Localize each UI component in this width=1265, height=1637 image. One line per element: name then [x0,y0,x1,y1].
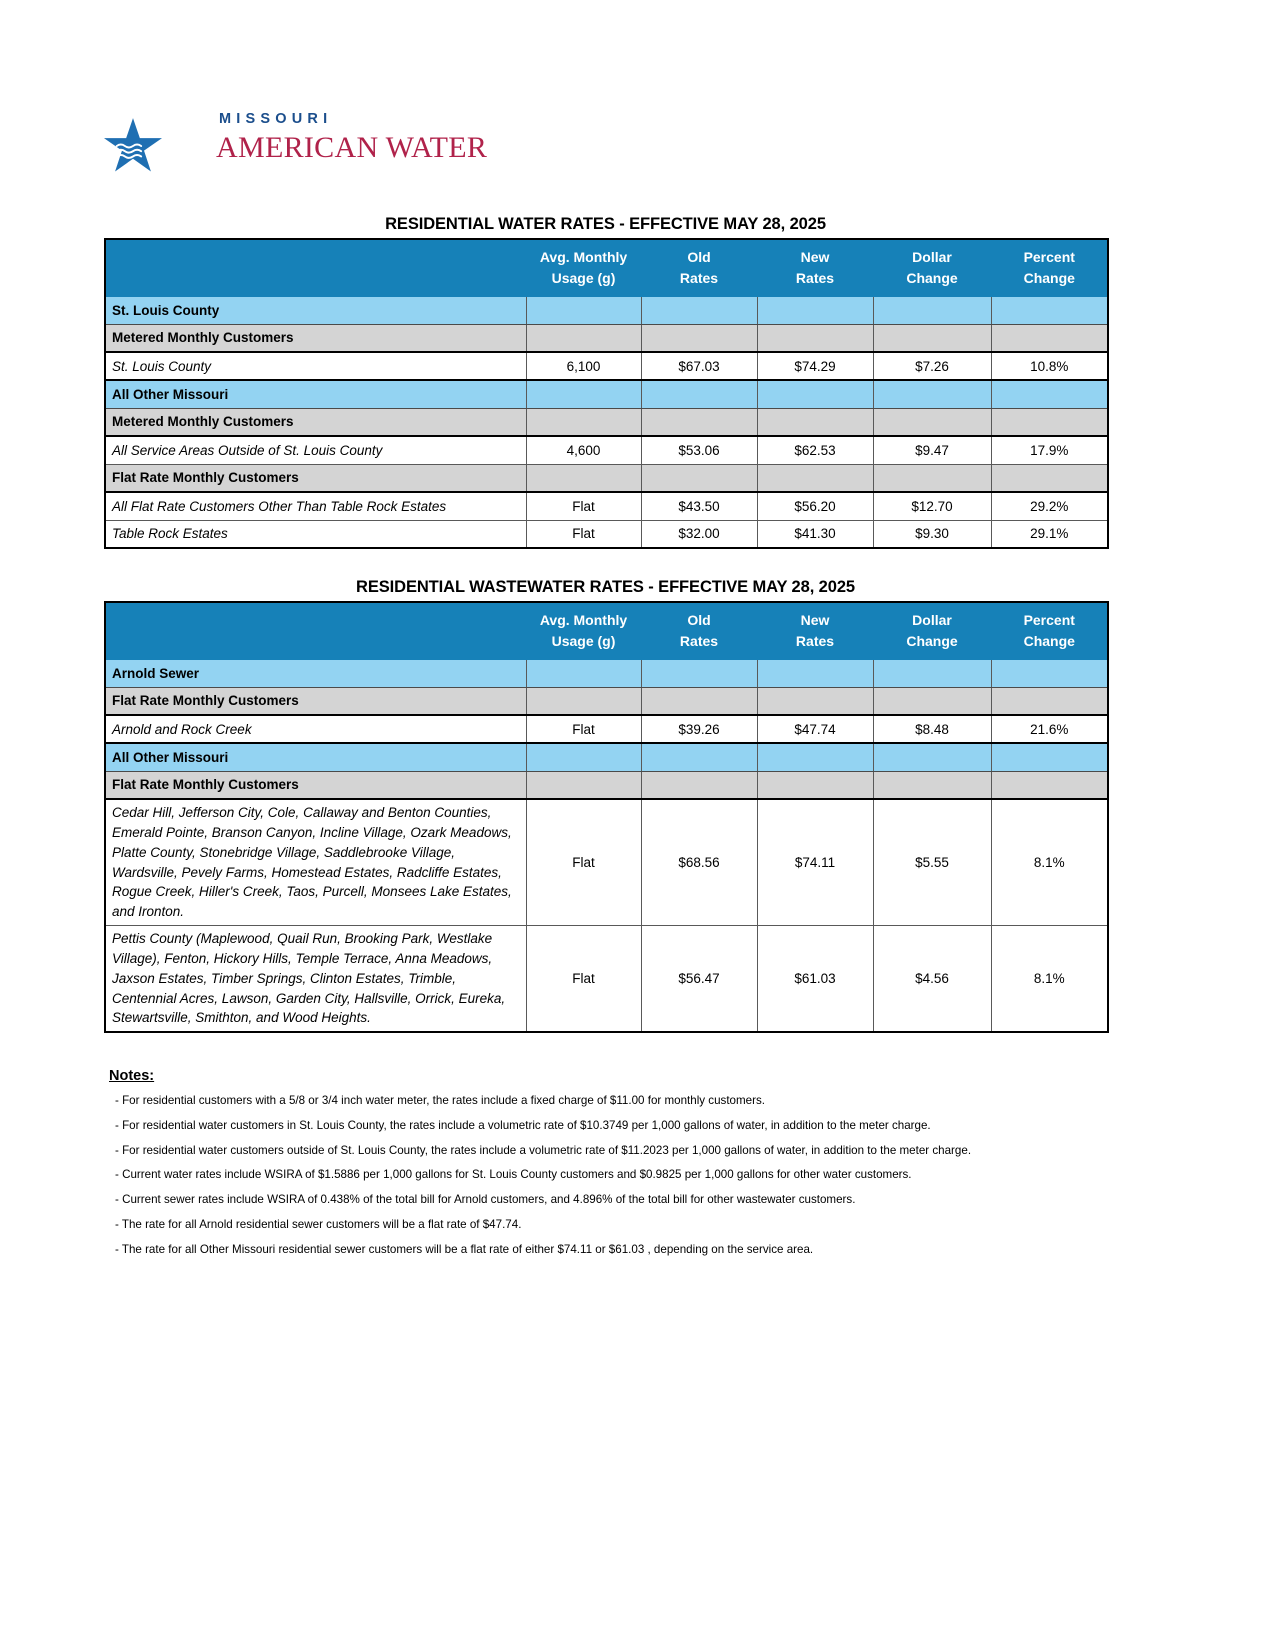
water-table-title: RESIDENTIAL WATER RATES - EFFECTIVE MAY 28, 2025 [385,215,826,233]
subsection-label: Metered Monthly Customers [105,324,526,352]
note-item: - The rate for all Other Missouri residential sewer customers will be a flat rate of either $74.11 or $61.03 , depending on the service area. [115,1242,814,1256]
header-new-rates [757,239,873,296]
header-percent-line2: Change [1023,269,1075,286]
section-empty-cell [641,296,757,324]
subsection-label: Flat Rate Monthly Customers [105,687,526,715]
section-empty-cell [873,380,991,408]
row-label: All Service Areas Outside of St. Louis County [105,436,526,464]
row-percent-cell: 8.1% [991,799,1108,926]
missouri-american-water-logo [104,111,488,174]
row-label: All Flat Rate Customers Other Than Table Rock Estates [105,492,526,520]
row-new-cell: $62.53 [757,436,873,464]
logo-brand-text [216,132,487,164]
header-dollar-line2: Change [906,632,958,649]
subsection-empty-cell [757,324,873,352]
notes-list [109,1093,1089,1257]
header-old-rates [641,602,757,659]
table-row [105,926,1108,1033]
section-empty-cell [526,296,641,324]
header-avg-monthly-usage [526,239,641,296]
table-section-row [105,743,1108,771]
row-label: Pettis County (Maplewood, Quail Run, Brooking Park, Westlake Village), Fenton, Hickory Hills, Temple Terrace, Anna Meadows, Jaxson Estates, Timber Springs, Clinton Estates, Trimble, Centennial Acres, Lawson, Garden City, Hallsville, Orrick, Eureka, Stewartsville, Smithton, and Wood Heights. [105,926,526,1033]
note-item: - For residential water customers outside of St. Louis County, the rates include a volumetric rate of $11.2023 per 1,000 gallons of water, in addition to the meter charge. [115,1143,972,1157]
header-percent-change [991,602,1108,659]
header-percent-line2: Change [1023,632,1075,649]
row-dollar-cell: $7.26 [873,352,991,380]
header-dollar-change [873,239,991,296]
subsection-label: Flat Rate Monthly Customers [105,464,526,492]
subsection-empty-cell [526,324,641,352]
section-empty-cell [641,380,757,408]
table-subsection-row [105,324,1108,352]
row-old-cell: $39.26 [641,715,757,743]
subsection-empty-cell [991,324,1108,352]
row-usage-cell: Flat [526,926,641,1033]
section-empty-cell [526,659,641,687]
table-subsection-row [105,408,1108,436]
subsection-empty-cell [873,408,991,436]
section-empty-cell [757,743,873,771]
subsection-empty-cell [526,408,641,436]
header-blank [105,602,526,659]
header-blank [105,239,526,296]
subsection-empty-cell [991,771,1108,799]
subsection-empty-cell [873,324,991,352]
residential-water-rates-table [104,238,1109,549]
header-old-line2: Rates [679,632,719,649]
row-usage-cell: Flat [526,492,641,520]
row-dollar-cell: $8.48 [873,715,991,743]
subsection-empty-cell [757,771,873,799]
logo-state-text: MISSOURI [219,111,333,127]
wastewater-table-header-row [105,602,1108,659]
subsection-label: Flat Rate Monthly Customers [105,771,526,799]
section-empty-cell [873,296,991,324]
header-percent-line1: Percent [1023,249,1075,266]
subsection-empty-cell [641,687,757,715]
header-percent-line1: Percent [1023,612,1075,629]
table-row [105,352,1108,380]
row-new-cell: $47.74 [757,715,873,743]
row-usage-cell: Flat [526,520,641,548]
header-new-line2: Rates [795,269,835,286]
row-dollar-cell: $9.30 [873,520,991,548]
section-empty-cell [991,296,1108,324]
row-label: Table Rock Estates [105,520,526,548]
table-row [105,520,1108,548]
subsection-empty-cell [757,408,873,436]
row-dollar-cell: $4.56 [873,926,991,1033]
row-new-cell: $74.29 [757,352,873,380]
section-label: St. Louis County [105,296,526,324]
table-subsection-row [105,687,1108,715]
header-new-rates [757,602,873,659]
table-subsection-row [105,771,1108,799]
row-percent-cell: 29.2% [991,492,1108,520]
row-old-cell: $67.03 [641,352,757,380]
table-section-row [105,659,1108,687]
logo-brand-american: AMERICAN [216,130,379,164]
subsection-empty-cell [873,771,991,799]
logo-brand-water: WATER [385,130,488,164]
row-percent-cell: 17.9% [991,436,1108,464]
notes-title: Notes: [109,1068,155,1084]
notes-section [109,1068,1089,1267]
row-percent-cell: 21.6% [991,715,1108,743]
row-old-cell: $53.06 [641,436,757,464]
section-label: Arnold Sewer [105,659,526,687]
water-table-header-row [105,239,1108,296]
section-empty-cell [757,380,873,408]
logo-wordmark [216,112,487,163]
row-new-cell: $41.30 [757,520,873,548]
header-dollar-line2: Change [906,269,958,286]
section-empty-cell [991,659,1108,687]
water-table-body [105,296,1108,548]
section-label: All Other Missouri [105,743,526,771]
row-percent-cell: 29.1% [991,520,1108,548]
section-empty-cell [873,659,991,687]
row-percent-cell: 8.1% [991,926,1108,1033]
wastewater-table-body [105,659,1108,1032]
header-dollar-change [873,602,991,659]
subsection-empty-cell [991,687,1108,715]
subsection-empty-cell [757,687,873,715]
note-item: - For residential customers with a 5/8 or 3/4 inch water meter, the rates include a fixed charge of $11.00 for monthly customers. [115,1094,765,1107]
row-new-cell: $61.03 [757,926,873,1033]
subsection-empty-cell [873,464,991,492]
row-old-cell: $32.00 [641,520,757,548]
row-old-cell: $68.56 [641,799,757,926]
row-percent-cell: 10.8% [991,352,1108,380]
row-dollar-cell: $9.47 [873,436,991,464]
section-empty-cell [757,659,873,687]
row-usage-cell: Flat [526,799,641,926]
header-dollar-line1: Dollar [912,612,952,629]
row-usage-cell: Flat [526,715,641,743]
table-row [105,799,1108,926]
header-old-rates [641,239,757,296]
note-item: - For residential water customers in St. Louis County, the rates include a volumetric rate of $10.3749 per 1,000 gallons of water, in addition to the meter charge. [115,1118,931,1132]
section-empty-cell [991,743,1108,771]
section-label: All Other Missouri [105,380,526,408]
subsection-empty-cell [873,687,991,715]
row-usage-cell: 6,100 [526,352,641,380]
section-empty-cell [526,380,641,408]
table-subsection-row [105,464,1108,492]
header-usage-line2: Usage (g) [551,632,616,649]
row-new-cell: $74.11 [757,799,873,926]
section-empty-cell [641,743,757,771]
header-old-line1: Old [687,249,711,266]
row-old-cell: $43.50 [641,492,757,520]
subsection-empty-cell [641,324,757,352]
section-empty-cell [991,380,1108,408]
subsection-label: Metered Monthly Customers [105,408,526,436]
row-new-cell: $56.20 [757,492,873,520]
header-new-line1: New [800,249,830,266]
subsection-empty-cell [991,408,1108,436]
section-empty-cell [526,743,641,771]
subsection-empty-cell [757,464,873,492]
table-row [105,436,1108,464]
header-new-line1: New [800,612,830,629]
header-usage-line1: Avg. Monthly [539,249,628,266]
subsection-empty-cell [991,464,1108,492]
section-empty-cell [641,659,757,687]
row-dollar-cell: $12.70 [873,492,991,520]
subsection-empty-cell [641,464,757,492]
table-row [105,492,1108,520]
table-section-row [105,380,1108,408]
subsection-empty-cell [641,771,757,799]
row-old-cell: $56.47 [641,926,757,1033]
residential-wastewater-rates-table [104,601,1109,1033]
subsection-empty-cell [526,771,641,799]
note-item: - Current sewer rates include WSIRA of 0.438% of the total bill for Arnold customers, and 4.896% of the total bill for other wastewater customers. [115,1193,856,1207]
star-icon [104,118,162,174]
header-percent-change [991,239,1108,296]
table-row [105,715,1108,743]
subsection-empty-cell [526,687,641,715]
subsection-empty-cell [641,408,757,436]
header-avg-monthly-usage [526,602,641,659]
row-dollar-cell: $5.55 [873,799,991,926]
header-old-line2: Rates [679,269,719,286]
subsection-empty-cell [526,464,641,492]
header-usage-line2: Usage (g) [551,269,616,286]
row-usage-cell: 4,600 [526,436,641,464]
header-old-line1: Old [687,612,711,629]
table-section-row [105,296,1108,324]
row-label: St. Louis County [105,352,526,380]
section-empty-cell [757,296,873,324]
header-new-line2: Rates [795,632,835,649]
note-item: - The rate for all Arnold residential sewer customers will be a flat rate of $47.74. [115,1217,522,1231]
row-label: Cedar Hill, Jefferson City, Cole, Callaway and Benton Counties, Emerald Pointe, Branson Canyon, Incline Village, Ozark Meadows, Platte County, Stonebridge Village, Saddlebrooke Village, Wardsville, Pevely Farms, Homestead Estates, Radcliffe Estates, Rogue Creek, Hiller's Creek, Taos, Purcell, Monsees Lake Estates, and Ironton. [105,799,526,926]
row-label: Arnold and Rock Creek [105,715,526,743]
header-dollar-line1: Dollar [912,249,952,266]
header-usage-line1: Avg. Monthly [539,612,628,629]
wastewater-table-title: RESIDENTIAL WASTEWATER RATES - EFFECTIVE MAY 28, 2025 [356,578,855,596]
note-item: - Current water rates include WSIRA of $1.5886 per 1,000 gallons for St. Louis County customers and $0.9825 per 1,000 gallons for other water customers. [115,1168,912,1182]
section-empty-cell [873,743,991,771]
